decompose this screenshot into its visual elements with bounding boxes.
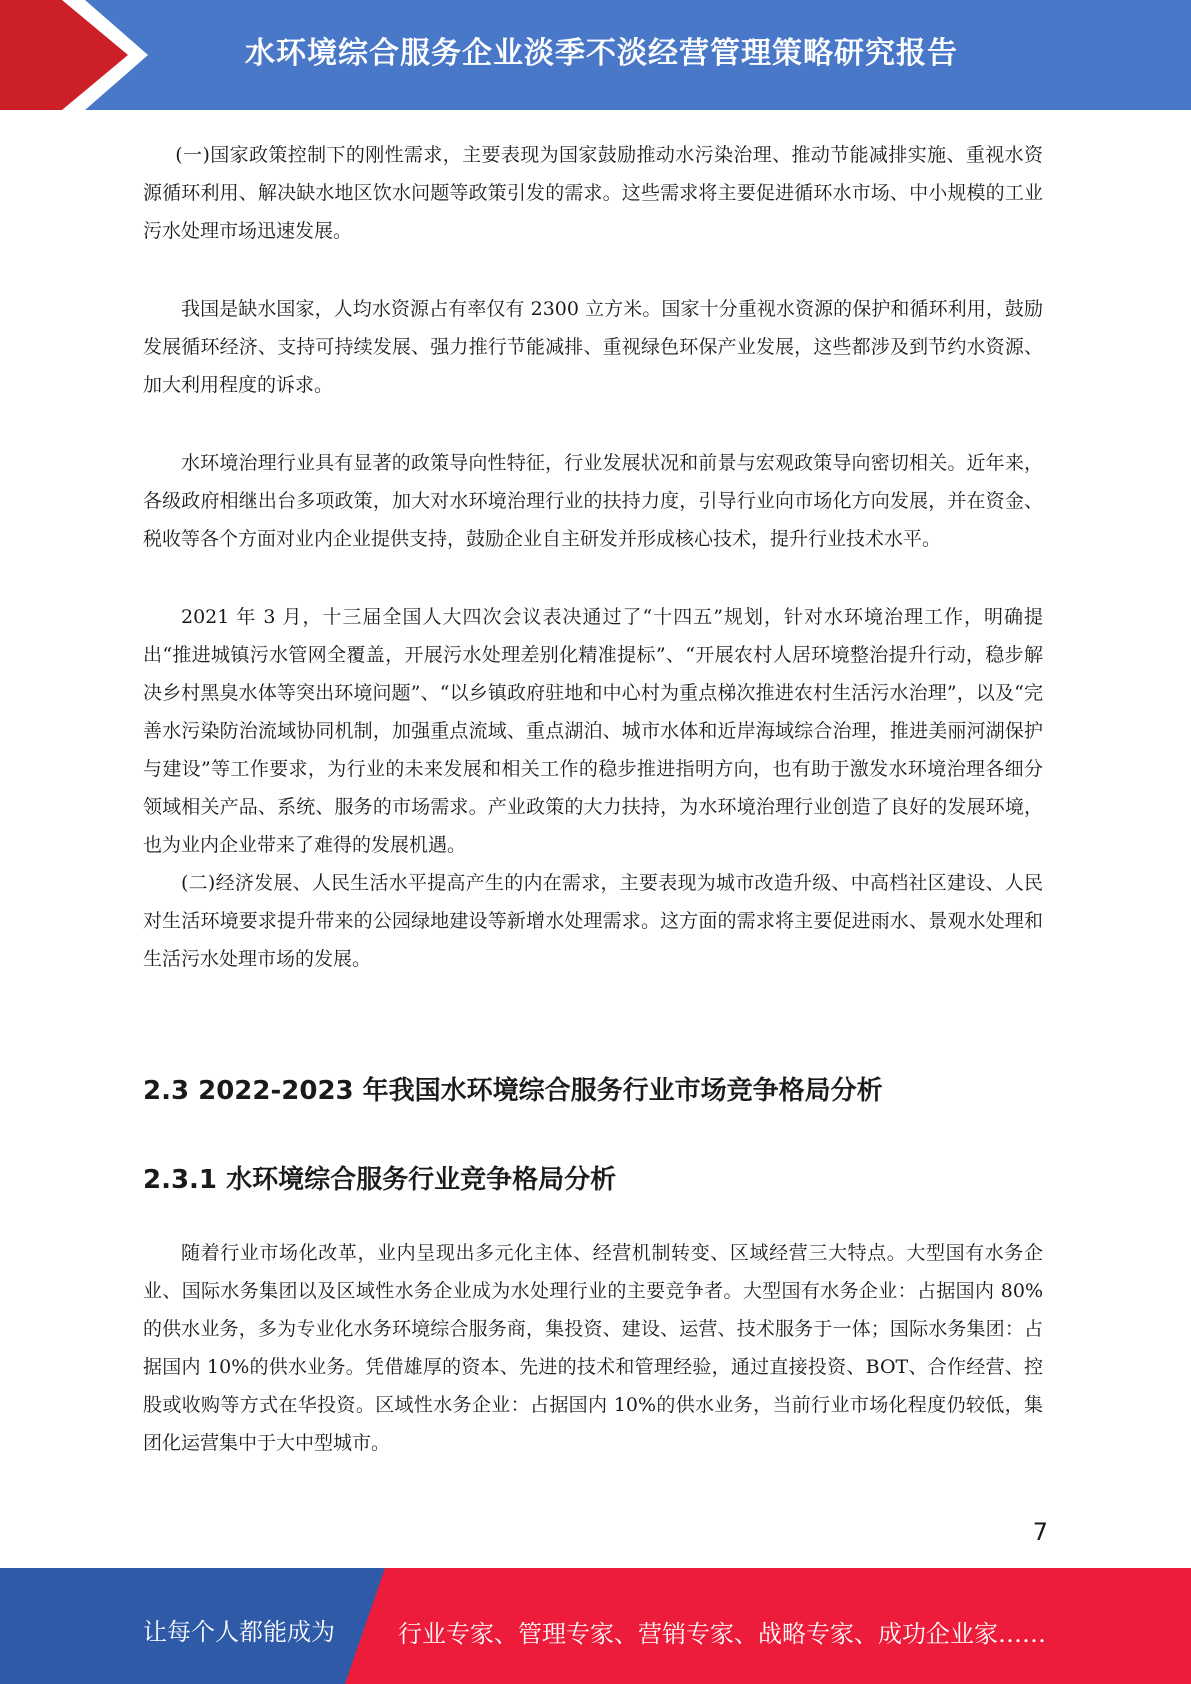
page-footer [0, 1568, 1191, 1684]
paragraph: (二)经济发展、人民生活水平提高产生的内在需求，主要表现为城市改造升级、中高档社区建设、人民对生活环境要求提升带来的公园绿地建设等新增水处理需求。这方面的需求将主要促进雨水、景观水处理和生活污水处理市场的发展。 [143, 872, 1043, 970]
paragraph: 水环境治理行业具有显著的政策导向性特征，行业发展状况和前景与宏观政策导向密切相关。近年来，各级政府相继出台多项政策，加大对水环境治理行业的扶持力度，引导行业向市场化方向发展，并在资金、税收等各个方面对业内企业提供支持，鼓励企业自主研发并形成核心技术，提升行业技术水平。 [143, 452, 1043, 550]
paragraph: 随着行业市场化改革，业内呈现出多元化主体、经营机制转变、区域经营三大特点。大型国有水务企业、国际水务集团以及区域性水务企业成为水处理行业的主要竞争者。大型国有水务企业：占据国内 80%的供水业务，多为专业化水务环境综合服务商，集投资、建设、运营、技术服务于一体；国际水务集团：占据国内 10%的供水业务。凭借雄厚的资本、先进的技术和管理经验，通过直接投资、BOT、合作经营、控股或收购等方式在华投资。区域性水务企业：占据国内 10%的供水业务，当前行业市场化程度仍较低，集团化运营集中于大中型城市。 [143, 1242, 1043, 1454]
subsection-heading: 2.3.1 水环境综合服务行业竞争格局分析 [143, 1165, 617, 1195]
paragraph: 2021 年 3 月，十三届全国人大四次会议表决通过了“十四五”规划，针对水环境治理工作，明确提出“推进城镇污水管网全覆盖，开展污水处理差别化精准提标”、“开展农村人居环境整治提升行动，稳步解决乡村黑臭水体等突出环境问题”、“以乡镇政府驻地和中心村为重点梯次推进农村生活污水治理”，以及“完善水污染防治流域协同机制，加强重点流域、重点湖泊、城市水体和近岸海域综合治理，推进美丽河湖保护与建设”等工作要求，为行业的未来发展和相关工作的稳步推进指明方向，也有助于激发水环境治理各细分领域相关产品、系统、服务的市场需求。产业政策的大力扶持，为水环境治理行业创造了良好的发展环境，也为业内企业带来了难得的发展机遇。 [143, 606, 1043, 856]
paragraph: 我国是缺水国家，人均水资源占有率仅有 2300 立方米。国家十分重视水资源的保护和循环利用，鼓励发展循环经济、支持可持续发展、强力推行节能减排、重视绿色环保产业发展，这些都涉及到节约水资源、加大利用程度的诉求。 [143, 298, 1043, 396]
paragraph: (一)国家政策控制下的刚性需求，主要表现为国家鼓励推动水污染治理、推动节能减排实施、重视水资源循环利用、解决缺水地区饮水问题等政策引发的需求。这些需求将主要促进循环水市场、中小规模的工业污水处理市场迅速发展。 [143, 144, 1043, 242]
page-number: 7 [1032, 1518, 1048, 1546]
page-content [143, 136, 1043, 1462]
header-title: 水环境综合服务企业淡季不淡经营管理策略研究报告 [245, 36, 958, 71]
page-header [0, 0, 1191, 110]
footer-slogan-left: 让每个人都能成为 [143, 1618, 335, 1646]
footer-slogan-right: 行业专家、管理专家、营销专家、战略专家、成功企业家…… [398, 1620, 1046, 1648]
section-heading: 2.3 2022-2023 年我国水环境综合服务行业市场竞争格局分析 [143, 1076, 883, 1106]
